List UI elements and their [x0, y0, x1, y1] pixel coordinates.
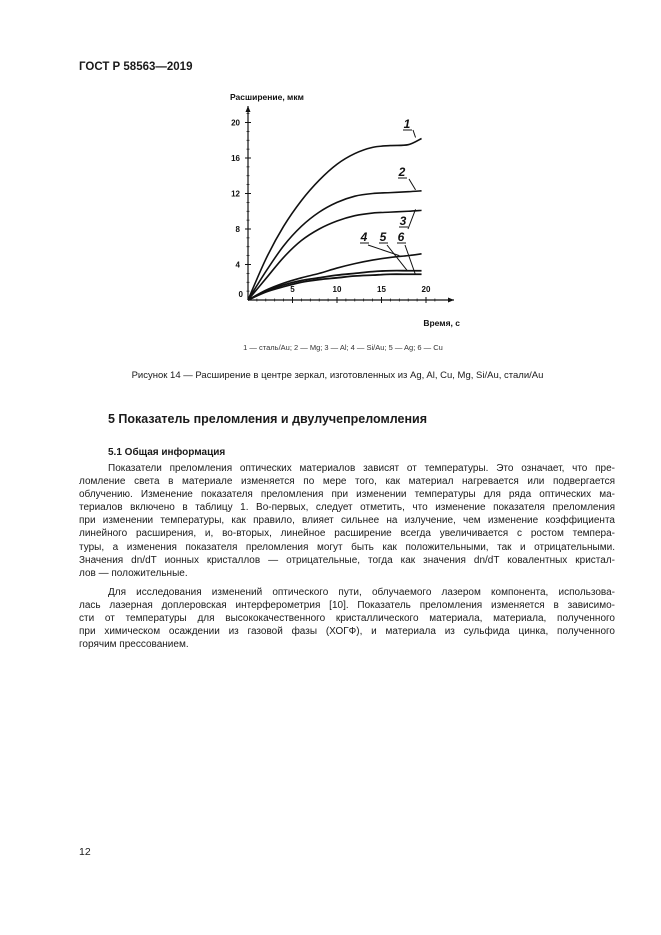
x-tick-label: 0: [238, 290, 243, 299]
page-number: 12: [79, 846, 91, 858]
paragraph-line: при изменении температуры, как правило, влияет сильнее на излучение, чем изменение коэффициента: [79, 515, 615, 527]
series-label-1: 1: [403, 117, 411, 131]
x-tick-label: 15: [377, 285, 386, 294]
paragraph-1: [79, 462, 615, 580]
paragraph-line: сти от температуры для высококачественного кристаллического материала, материала, полученного: [79, 613, 615, 625]
y-tick-label: 12: [231, 189, 240, 199]
series-leader-2: [409, 179, 416, 190]
series-label-2: 2: [398, 165, 406, 179]
y-tick-label: 8: [235, 225, 240, 234]
y-axis-arrow: [246, 106, 251, 112]
series-line-2: [248, 191, 422, 300]
expansion-chart-svg: [218, 88, 468, 333]
subsection-title: 5.1 Общая информация: [108, 447, 226, 458]
paragraph-line: Показатели преломления оптических материалов зависят от температуры. Это означает, что пре-: [108, 463, 615, 474]
x-axis-label: Время, с: [423, 318, 460, 328]
x-tick-label: 20: [421, 285, 431, 294]
series-label-5: 5: [379, 230, 387, 244]
y-tick-label: 16: [231, 154, 240, 163]
x-axis-arrow: [448, 298, 454, 303]
paragraph-line: при химическом осаждении из газовой фазы (ХОГФ), и материала из сульфида цинка, полученного: [79, 626, 615, 638]
x-tick-label: 10: [332, 285, 342, 294]
paragraph-line: Для исследования изменений оптического пути, облучаемого лазером компонента, использова-: [108, 587, 615, 598]
paragraph-line: Значения dn/dT ионных кристаллов — отрицательные, тогда как значения dn/dT ковалентных кристал-: [79, 554, 615, 566]
paragraph-line: териалов включено в таблицу 1. Во-первых, следует отметить, что изменение показателя преломления: [79, 502, 615, 514]
series-label-6: 6: [397, 230, 405, 244]
paragraph-2: [79, 586, 615, 651]
paragraph-line: линейного расширения, и, во-вторых, линейное расширение всегда увеличивается с ростом темпера-: [79, 528, 615, 540]
y-axis-label: Расширение, мкм: [230, 92, 304, 102]
x-tick-label: 5: [290, 285, 295, 294]
paragraph-line: облучению. Изменение показателя преломления при изменении температуры для ряда оптических ма-: [79, 489, 615, 501]
document-header: ГОСТ Р 58563—2019: [79, 61, 193, 73]
series-label-4: 4: [360, 230, 368, 244]
figure-caption: Рисунок 14 — Расширение в центре зеркал, изготовленных из Ag, Al, Cu, Mg, Si/Au, стали/Au: [131, 370, 544, 381]
expansion-chart: [218, 88, 468, 338]
series-label-3: 3: [399, 214, 407, 228]
y-tick-label: 4: [235, 260, 240, 270]
figure-legend: 1 — сталь/Au; 2 — Mg; 3 — Al; 4 — Si/Au; 5 — Ag; 6 — Cu: [243, 343, 443, 352]
paragraph-line: горячим прессованием.: [79, 639, 189, 651]
y-tick-label: 20: [231, 118, 240, 128]
series-leader-1: [413, 130, 416, 137]
series-leader-3: [408, 209, 416, 229]
paragraph-line: ломление света в материале изменяется по мере того, как материал нагревается или подвергается: [79, 476, 615, 488]
paragraph-line: туры, а изменения показателя преломления могут быть как положительными, так и отрицательными.: [79, 541, 615, 553]
section-title: 5 Показатель преломления и двулучепреломления: [108, 412, 428, 426]
paragraph-line: лась лазерная доплеровская интерферометрия [10]. Показатель преломления изменяется в зависимо-: [79, 600, 615, 612]
paragraph-line: лов — положительные.: [79, 567, 188, 579]
